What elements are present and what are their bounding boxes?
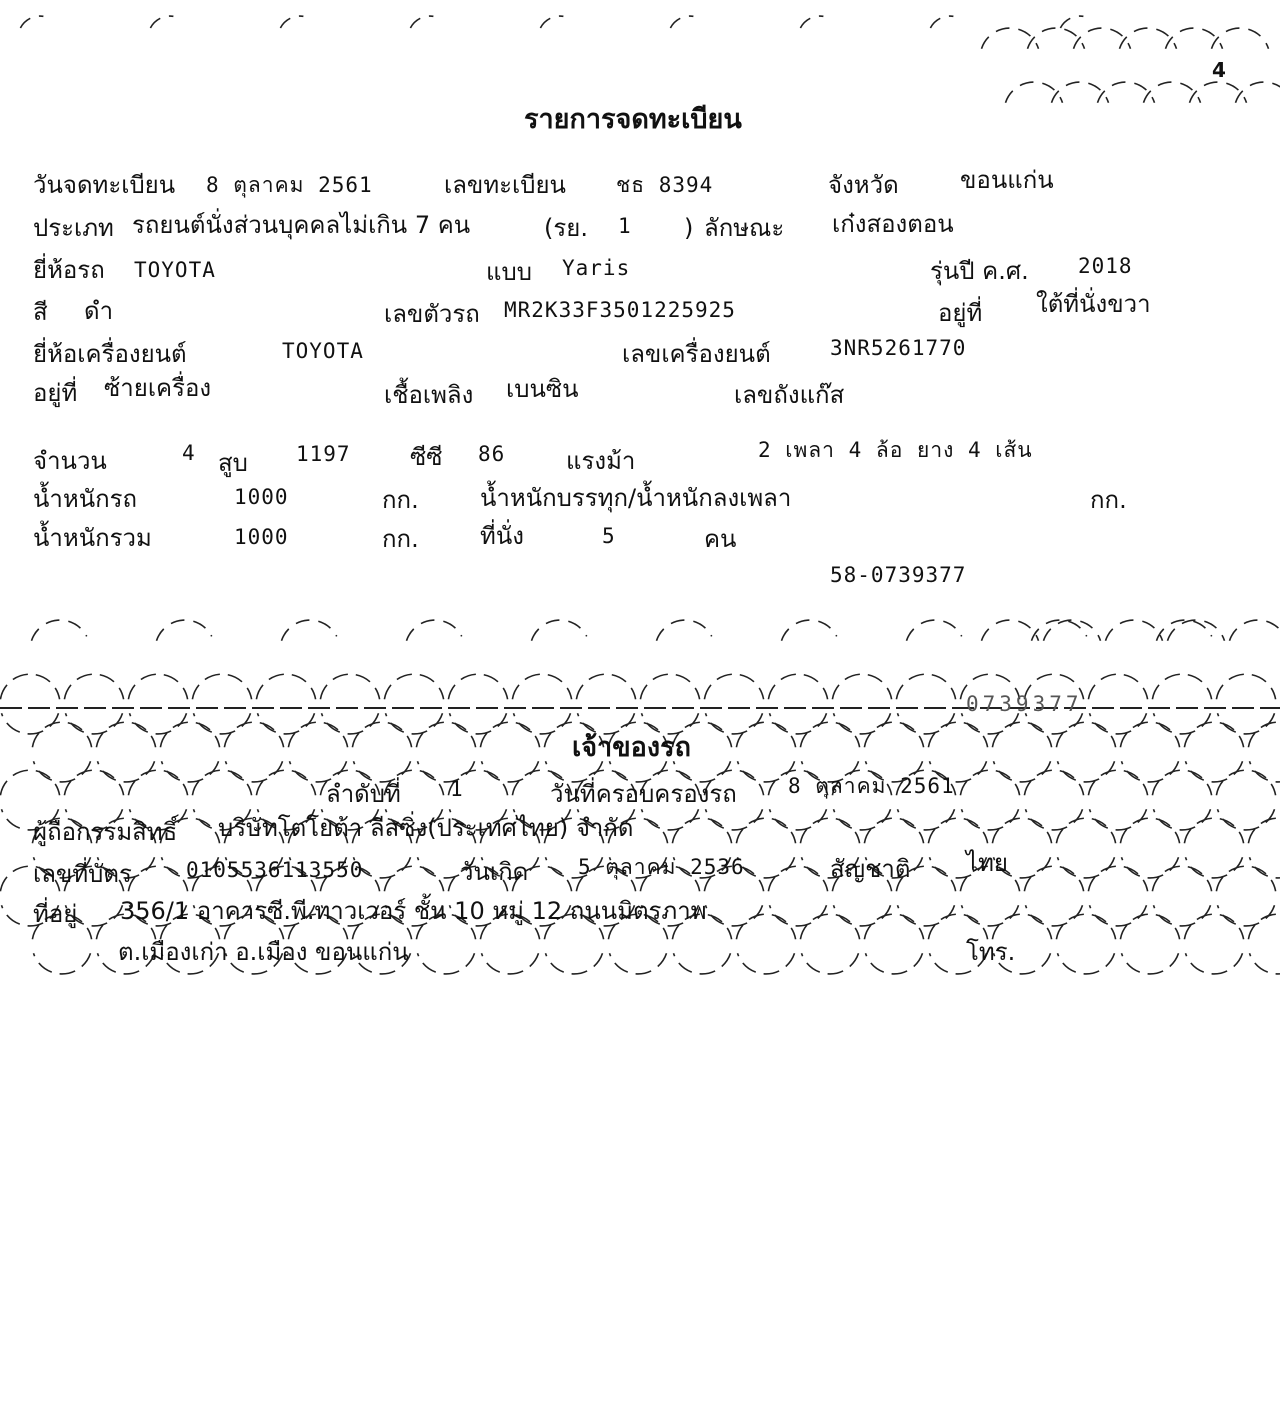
pattern-arc xyxy=(736,818,795,843)
pattern-arc xyxy=(96,722,155,747)
cc-value: 1197 xyxy=(296,442,351,466)
pattern-arc xyxy=(866,953,923,974)
pattern-arc xyxy=(160,722,219,747)
pattern-arc xyxy=(1152,770,1211,795)
pattern-arc xyxy=(642,809,699,830)
pattern-arc xyxy=(896,674,955,699)
registration-date-value: 8 ตุลาคม 2561 xyxy=(206,173,373,197)
pattern-arc xyxy=(962,905,1019,926)
pattern-arc xyxy=(1186,953,1243,974)
pattern-arc xyxy=(512,674,571,699)
pattern-arc xyxy=(578,713,635,734)
pattern-arc xyxy=(157,620,212,641)
holder-label: ผู้ถือกรรมสิทธิ์ xyxy=(33,818,178,846)
pattern-arc xyxy=(322,713,379,734)
pattern-arc xyxy=(962,809,1019,830)
pattern-arc xyxy=(928,818,987,843)
pattern-arc xyxy=(194,713,251,734)
pattern-arc xyxy=(834,905,891,926)
pattern-arc xyxy=(802,953,859,974)
pattern-arc xyxy=(736,914,795,939)
pattern-arc xyxy=(674,761,731,782)
ry-open: (รย. xyxy=(544,214,588,242)
possession-date-value: 8 ตุลาคม 2561 xyxy=(788,774,955,798)
pattern-arc xyxy=(834,809,891,830)
pattern-arc xyxy=(1248,914,1280,939)
plate-label: เลขทะเบียน xyxy=(444,171,566,199)
pattern-arc xyxy=(1024,866,1083,891)
vin-label: เลขตัวรถ xyxy=(384,300,480,328)
pattern-arc xyxy=(1058,857,1115,878)
pattern-arc xyxy=(540,16,563,28)
pattern-arc xyxy=(898,905,955,926)
pattern-arc xyxy=(782,620,837,641)
possession-date-label: วันที่ครอบครองรถ xyxy=(550,780,737,808)
pattern-arc xyxy=(386,713,443,734)
birth-date-label: วันเกิด xyxy=(460,858,529,886)
weight-value: 1000 xyxy=(234,485,289,509)
registration-date-label: วันจดทะเบียน xyxy=(33,171,176,199)
pattern-arc xyxy=(576,674,635,699)
pattern-arc xyxy=(532,620,587,641)
pattern-arc xyxy=(770,905,827,926)
birth-date-value: 5 ตุลาคม 2536 xyxy=(578,855,745,879)
pattern-arc xyxy=(1250,953,1280,974)
pattern-arc xyxy=(407,620,462,641)
id-card-label: เลขที่บัตร xyxy=(33,860,132,888)
pattern-arc xyxy=(982,620,1039,641)
page-number: 4 xyxy=(1212,58,1226,82)
pattern-arc xyxy=(1230,620,1280,641)
pattern-arc xyxy=(1026,905,1083,926)
pattern-arc xyxy=(657,620,712,641)
province-value: ขอนแก่น xyxy=(960,166,1054,194)
pattern-arc xyxy=(2,713,59,734)
vin-location-label: อยู่ที่ xyxy=(938,299,983,327)
pattern-arc xyxy=(320,674,379,699)
pattern-arc xyxy=(1028,28,1085,49)
plate-value: ชธ 8394 xyxy=(616,173,714,197)
pattern-arc xyxy=(738,857,795,878)
pattern-arc xyxy=(1248,722,1280,747)
pattern-arc xyxy=(384,674,443,699)
pattern-arc xyxy=(1074,28,1131,49)
pattern-arc xyxy=(704,674,763,699)
pattern-arc xyxy=(706,713,763,734)
pattern-arc xyxy=(864,722,923,747)
pattern-arc xyxy=(1216,770,1275,795)
pattern-arc xyxy=(288,722,347,747)
pattern-arc xyxy=(1024,770,1083,795)
fuel-label: เชื้อเพลิง xyxy=(384,381,474,409)
pattern-arc xyxy=(1154,713,1211,734)
pattern-arc xyxy=(672,818,731,843)
pattern-arc xyxy=(907,620,962,641)
pattern-arc xyxy=(224,722,283,747)
pattern-arc xyxy=(1154,809,1211,830)
pattern-arc xyxy=(1120,722,1179,747)
pattern-arc xyxy=(1184,914,1243,939)
pattern-arc xyxy=(1216,674,1275,699)
pattern-arc xyxy=(834,713,891,734)
holder-value: บริษัทโตโยต้า ลีสซิ่ง(ประเทศไทย) จำกัด xyxy=(218,814,634,842)
pattern-arc xyxy=(162,761,219,782)
pattern-arc xyxy=(1056,914,1115,939)
pattern-arc xyxy=(546,761,603,782)
pattern-arc xyxy=(1152,674,1211,699)
pattern-arc xyxy=(1058,953,1115,974)
nationality-value: ไทย xyxy=(966,849,1008,877)
pattern-arc xyxy=(1052,82,1109,103)
pattern-arc xyxy=(1166,28,1223,49)
registration-title: รายการจดทะเบียน xyxy=(524,104,742,135)
brand-value: TOYOTA xyxy=(134,258,216,282)
pattern-arc xyxy=(832,674,891,699)
pattern-arc xyxy=(1186,761,1243,782)
pattern-arc xyxy=(864,914,923,939)
pattern-arc xyxy=(706,905,763,926)
cc-label: ซีซี xyxy=(410,443,443,471)
count-label: จำนวน xyxy=(33,447,107,475)
pattern-arc xyxy=(1006,82,1063,103)
hp-value: 86 xyxy=(478,442,506,466)
pattern-arc xyxy=(1122,761,1179,782)
pattern-arc xyxy=(1154,905,1211,926)
pattern-arc xyxy=(800,16,823,28)
pattern-arc xyxy=(480,722,539,747)
pattern-arc xyxy=(1120,28,1177,49)
total-weight-value: 1000 xyxy=(234,525,289,549)
address-line-1: 356/1 อาคารซี.พี.ทาวเวอร์ ชั้น 10 หมู่ 12 ถนนมิตรภาพ xyxy=(120,897,707,925)
pattern-arc xyxy=(994,761,1051,782)
pattern-arc xyxy=(0,770,59,795)
pattern-arc xyxy=(928,722,987,747)
pattern-arc xyxy=(128,674,187,699)
vin-value: MR2K33F3501225925 xyxy=(504,298,736,322)
pattern-arc xyxy=(800,818,859,843)
pattern-arc xyxy=(1060,16,1083,28)
pattern-arc xyxy=(610,761,667,782)
pattern-arc xyxy=(928,914,987,939)
gas-tank-label: เลขถังแก๊ส xyxy=(734,381,845,409)
order-value: 1 xyxy=(450,777,464,801)
weight-label: น้ำหนักรถ xyxy=(33,485,138,513)
pattern-arc xyxy=(384,866,443,891)
ry-close: ) xyxy=(684,214,694,242)
axle-info: 2 เพลา 4 ล้อ ยาง 4 เส้น xyxy=(758,438,1033,462)
address-line-2: ต.เมืองเก่า อ.เมือง ขอนแก่น xyxy=(118,938,409,966)
weight-unit: กก. xyxy=(382,486,419,514)
pattern-arc xyxy=(738,953,795,974)
pattern-arc xyxy=(1106,620,1163,641)
pattern-arc xyxy=(1056,818,1115,843)
pattern-arc xyxy=(898,713,955,734)
pattern-arc xyxy=(898,809,955,830)
pattern-arc xyxy=(290,761,347,782)
pattern-arc xyxy=(482,761,539,782)
cylinder-label: สูบ xyxy=(218,449,248,477)
pattern-arc xyxy=(960,770,1019,795)
pattern-arc xyxy=(736,722,795,747)
pattern-arc xyxy=(418,953,475,974)
document-number: 58-0739377 xyxy=(830,563,967,587)
order-label: ลำดับที่ xyxy=(326,780,401,808)
pattern-arc xyxy=(770,713,827,734)
separator-number: 0739377 xyxy=(966,692,1083,716)
style-label: ลักษณะ xyxy=(704,214,785,242)
nationality-label: สัญชาติ xyxy=(830,855,911,883)
pattern-arc xyxy=(1122,953,1179,974)
pattern-arc xyxy=(768,674,827,699)
engine-number-label: เลขเครื่องยนต์ xyxy=(622,340,771,368)
pattern-arc xyxy=(66,713,123,734)
pattern-arc xyxy=(992,722,1051,747)
pattern-arc xyxy=(258,713,315,734)
persons-label: คน xyxy=(704,525,737,553)
pattern-arc xyxy=(1088,866,1147,891)
pattern-arc xyxy=(410,16,433,28)
pattern-arc xyxy=(32,722,91,747)
engine-location-label: อยู่ที่ xyxy=(33,379,78,407)
pattern-arc xyxy=(930,16,953,28)
pattern-arc xyxy=(514,713,571,734)
pattern-arc xyxy=(34,953,91,974)
engine-brand-value: TOYOTA xyxy=(282,339,364,363)
pattern-arc xyxy=(738,761,795,782)
pattern-arc xyxy=(128,866,187,891)
pattern-arc xyxy=(1098,82,1155,103)
pattern-arc xyxy=(1088,770,1147,795)
pattern-arc xyxy=(1144,82,1201,103)
pattern-arc xyxy=(1168,620,1225,641)
pattern-arc xyxy=(546,953,603,974)
color-label: สี xyxy=(33,298,48,326)
pattern-arc xyxy=(418,761,475,782)
pattern-arc xyxy=(1184,818,1243,843)
pattern-arc xyxy=(1218,809,1275,830)
engine-brand-label: ยี่ห้อเครื่องยนต์ xyxy=(33,340,187,368)
pattern-arc xyxy=(1120,818,1179,843)
pattern-arc xyxy=(130,713,187,734)
pattern-arc xyxy=(1026,809,1083,830)
pattern-arc xyxy=(128,770,187,795)
color-value: ดำ xyxy=(84,297,114,325)
pattern-arc xyxy=(1186,857,1243,878)
pattern-arc xyxy=(670,16,693,28)
engine-location-value: ซ้ายเครื่อง xyxy=(104,374,212,402)
total-weight-label: น้ำหนักรวม xyxy=(33,524,152,552)
pattern-arc xyxy=(982,28,1039,49)
vin-location-value: ใต้ที่นั่งขวา xyxy=(1036,290,1151,318)
pattern-arc xyxy=(1212,28,1269,49)
pattern-arc xyxy=(1190,82,1247,103)
pattern-arc xyxy=(1056,722,1115,747)
ry-value: 1 xyxy=(618,214,632,238)
load-unit: กก. xyxy=(1090,486,1127,514)
phone-label: โทร. xyxy=(966,938,1016,966)
count-value: 4 xyxy=(182,441,196,465)
pattern-arc xyxy=(192,770,251,795)
pattern-arc xyxy=(150,16,173,28)
style-value: เก๋งสองตอน xyxy=(832,210,954,238)
id-card-value: 0105536113550 xyxy=(186,858,364,882)
owner-title: เจ้าของรถ xyxy=(572,732,691,763)
pattern-arc xyxy=(640,674,699,699)
pattern-arc xyxy=(352,722,411,747)
pattern-arc xyxy=(98,761,155,782)
pattern-arc xyxy=(1248,818,1280,843)
year-value: 2018 xyxy=(1078,254,1133,278)
year-label: รุ่นปี ค.ศ. xyxy=(930,257,1029,285)
pattern-arc xyxy=(992,818,1051,843)
pattern-arc xyxy=(256,770,315,795)
fuel-value: เบนซิน xyxy=(506,375,579,403)
pattern-arc xyxy=(448,674,507,699)
pattern-arc xyxy=(706,809,763,830)
total-weight-unit: กก. xyxy=(382,525,419,553)
pattern-arc xyxy=(32,620,87,641)
pattern-arc xyxy=(1216,866,1275,891)
pattern-arc xyxy=(64,674,123,699)
pattern-arc xyxy=(1090,809,1147,830)
pattern-arc xyxy=(256,674,315,699)
pattern-arc xyxy=(20,16,43,28)
pattern-arc xyxy=(1236,82,1280,103)
pattern-arc xyxy=(768,866,827,891)
type-label: ประเภท xyxy=(33,214,114,242)
pattern-arc xyxy=(1122,857,1179,878)
pattern-arc xyxy=(64,770,123,795)
pattern-arc xyxy=(610,953,667,974)
pattern-arc xyxy=(1088,674,1147,699)
pattern-arc xyxy=(864,818,923,843)
pattern-arc xyxy=(1218,713,1275,734)
pattern-arc xyxy=(770,809,827,830)
pattern-arc xyxy=(642,713,699,734)
pattern-arc xyxy=(0,674,59,699)
address-label: ที่อยู่ xyxy=(33,900,78,928)
pattern-arc xyxy=(1152,866,1211,891)
pattern-arc xyxy=(34,761,91,782)
seats-label: ที่นั่ง xyxy=(480,522,524,550)
pattern-arc xyxy=(674,953,731,974)
pattern-arc xyxy=(1090,713,1147,734)
pattern-arc xyxy=(280,16,303,28)
province-label: จังหวัด xyxy=(828,171,899,199)
load-label: น้ำหนักบรรทุก/น้ำหนักลงเพลา xyxy=(480,484,792,512)
brand-label: ยี่ห้อรถ xyxy=(33,256,105,284)
pattern-arc xyxy=(354,761,411,782)
pattern-arc xyxy=(800,722,859,747)
engine-number-value: 3NR5261770 xyxy=(830,336,967,360)
pattern-arc xyxy=(1120,914,1179,939)
pattern-arc xyxy=(1184,722,1243,747)
pattern-arc xyxy=(416,722,475,747)
pattern-arc xyxy=(192,674,251,699)
seats-value: 5 xyxy=(602,524,616,548)
pattern-arc xyxy=(482,953,539,974)
pattern-arc xyxy=(1218,905,1275,926)
hp-label: แรงม้า xyxy=(566,447,636,475)
pattern-arc xyxy=(226,761,283,782)
pattern-arc xyxy=(992,914,1051,939)
model-value: Yaris xyxy=(562,256,631,280)
type-value: รถยนต์นั่งส่วนบุคคลไม่เกิน 7 คน xyxy=(132,211,471,239)
pattern-arc xyxy=(450,713,507,734)
model-label: แบบ xyxy=(486,258,532,286)
pattern-arc xyxy=(800,914,859,939)
pattern-arc xyxy=(1058,761,1115,782)
pattern-arc xyxy=(1090,905,1147,926)
pattern-arc xyxy=(282,620,337,641)
